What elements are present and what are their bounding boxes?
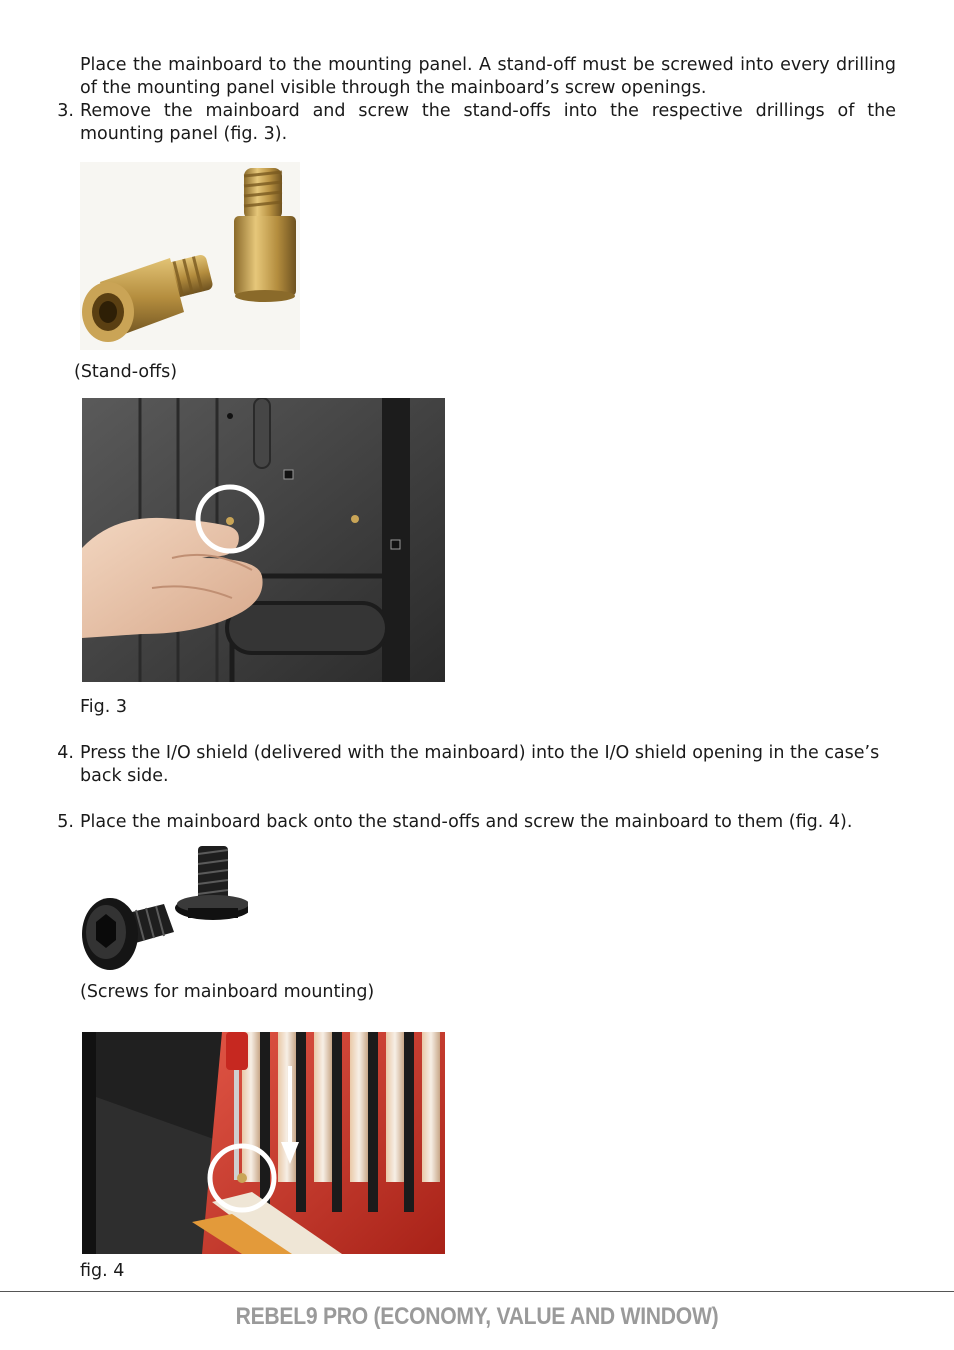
footer-title: REBEL9 PRO (ECONOMY, VALUE AND WINDOW) [235, 1303, 719, 1330]
footer-divider [0, 1291, 954, 1292]
fig4-caption: fig. 4 [80, 1261, 125, 1281]
standoffs-caption: (Stand-offs) [74, 362, 178, 382]
step-3-number: 3. [57, 101, 74, 121]
standoff-lying [82, 254, 214, 342]
fig3-image [82, 398, 445, 682]
step-4-text: Press the I/O shield (delivered with the mainboard) into the I/O shield opening in the case’s back side. [80, 743, 880, 786]
fig4-image [82, 1032, 445, 1254]
step-5-number: 5. [57, 812, 74, 832]
standoff-upright [234, 168, 296, 302]
fig3-caption: Fig. 3 [80, 697, 128, 717]
step-3-text: Remove the mainboard and screw the stand-offs into the respective drillings of the mounting panel (fig. 3). [80, 101, 896, 144]
step-4-number: 4. [57, 743, 74, 763]
screws-image [80, 842, 248, 974]
screws-caption: (Screws for mainboard mounting) [80, 982, 375, 1002]
screw-upright [175, 846, 248, 920]
screw-lying [82, 898, 174, 970]
step-5-text: Place the mainboard back onto the stand-offs and screw the mainboard to them (fig. 4). [80, 812, 853, 832]
intro-paragraph: Place the mainboard to the mounting panel. A stand-off must be screwed into every drilling of the mounting panel visible through the mainboard’s screw openings. [80, 55, 896, 98]
standoffs-image [80, 162, 300, 350]
